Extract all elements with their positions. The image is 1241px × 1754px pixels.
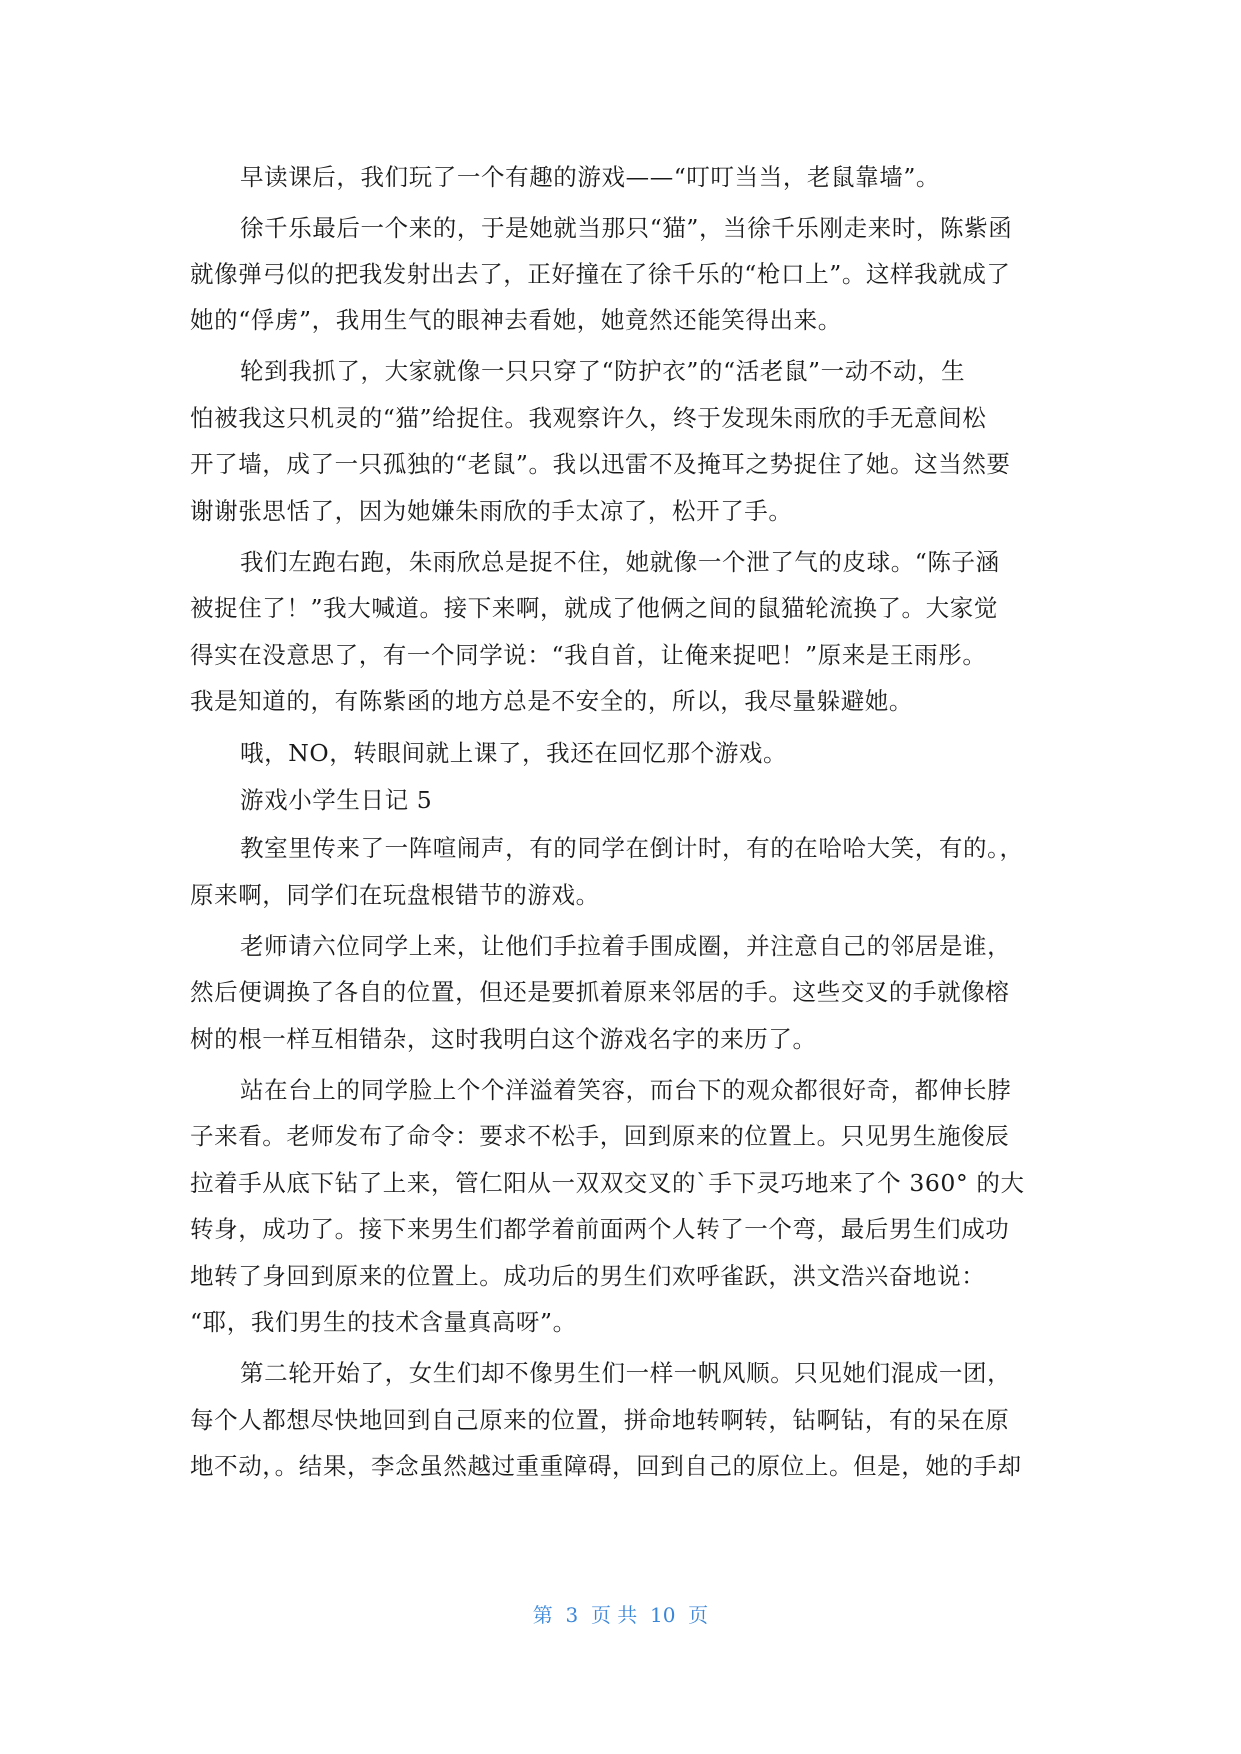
text-line: 开了墙，成了一只孤独的“老鼠”。我以迅雷不及掩耳之势捉住了她。这当然要: [190, 450, 1011, 478]
text-line: 早读课后，我们玩了一个有趣的游戏——“叮叮当当，老鼠靠墙”。: [240, 163, 941, 191]
text-line: 每个人都想尽快地回到自己原来的位置，拼命地转啊转，钻啊钻，有的呆在原: [190, 1406, 1010, 1434]
text-line: 子来看。老师发布了命令：要求不松手，回到原来的位置上。只见男生施俊辰: [190, 1122, 1010, 1150]
text-line: 就像弹弓似的把我发射出去了，正好撞在了徐千乐的“枪口上”。这样我就成了: [190, 260, 1011, 288]
text-line: 地不动，。结果，李念虽然越过重重障碍，回到自己的原位上。但是，她的手却: [190, 1452, 1022, 1480]
text-line: 原来啊，同学们在玩盘根错节的游戏。: [190, 881, 600, 909]
section-heading: 游戏小学生日记 5: [240, 786, 433, 814]
text-line: 徐千乐最后一个来的，于是她就当那只“猫”，当徐千乐刚走来时，陈紫函: [240, 214, 1013, 242]
text-line: 教室里传来了一阵喧闹声，有的同学在倒计时，有的在哈哈大笑，有的。，: [240, 834, 1024, 862]
text-line: 得实在没意思了，有一个同学说：“我自首，让俺来捉吧！”原来是王雨彤。: [190, 641, 987, 669]
text-line: 她的“俘虏”，我用生气的眼神去看她，她竟然还能笑得出来。: [190, 306, 842, 334]
text-line: 拉着手从底下钻了上来，管仁阳从一双双交叉的`手下灵巧地来了个 360° 的大: [190, 1169, 1025, 1197]
text-line: 我们左跑右跑，朱雨欣总是捉不住，她就像一个泄了气的皮球。“陈子涵: [240, 548, 1000, 576]
text-line: 被捉住了！”我大喊道。接下来啊，就成了他俩之间的鼠猫轮流换了。大家觉: [190, 594, 998, 622]
text-line: 地转了身回到原来的位置上。成功后的男生们欢呼雀跃，洪文浩兴奋地说：: [190, 1262, 986, 1290]
text-line: 站在台上的同学脸上个个洋溢着笑容，而台下的观众都很好奇，都伸长脖: [240, 1076, 1012, 1104]
text-line: “耶，我们男生的技术含量真高呀”。: [190, 1308, 577, 1336]
text-line: 谢谢张思恬了，因为她嫌朱雨欣的手太凉了，松开了手。: [190, 497, 793, 525]
text-line: 然后便调换了各自的位置，但还是要抓着原来邻居的手。这些交叉的手就像榕: [190, 978, 1010, 1006]
text-line: 老师请六位同学上来，让他们手拉着手围成圈，并注意自己的邻居是谁，: [240, 932, 1012, 960]
text-line: 转身，成功了。接下来男生们都学着前面两个人转了一个弯，最后男生们成功: [190, 1215, 1010, 1243]
text-line: 轮到我抓了，大家就像一只只穿了“防护衣”的“活老鼠”一动不动，生: [240, 357, 966, 385]
text-line: 第二轮开始了，女生们却不像男生们一样一帆风顺。只见她们混成一团，: [240, 1359, 1012, 1387]
text-line: 树的根一样互相错杂，这时我明白这个游戏名字的来历了。: [190, 1025, 817, 1053]
text-line: 哦，NO，转眼间就上课了，我还在回忆那个游戏。: [240, 739, 788, 767]
page-number-footer: 第 3 页 共 10 页: [532, 1603, 709, 1627]
text-line: 怕被我这只机灵的“猫”给捉住。我观察许久，终于发现朱雨欣的手无意间松: [190, 404, 987, 432]
text-line: 我是知道的，有陈紫函的地方总是不安全的，所以，我尽量躲避她。: [190, 687, 913, 715]
